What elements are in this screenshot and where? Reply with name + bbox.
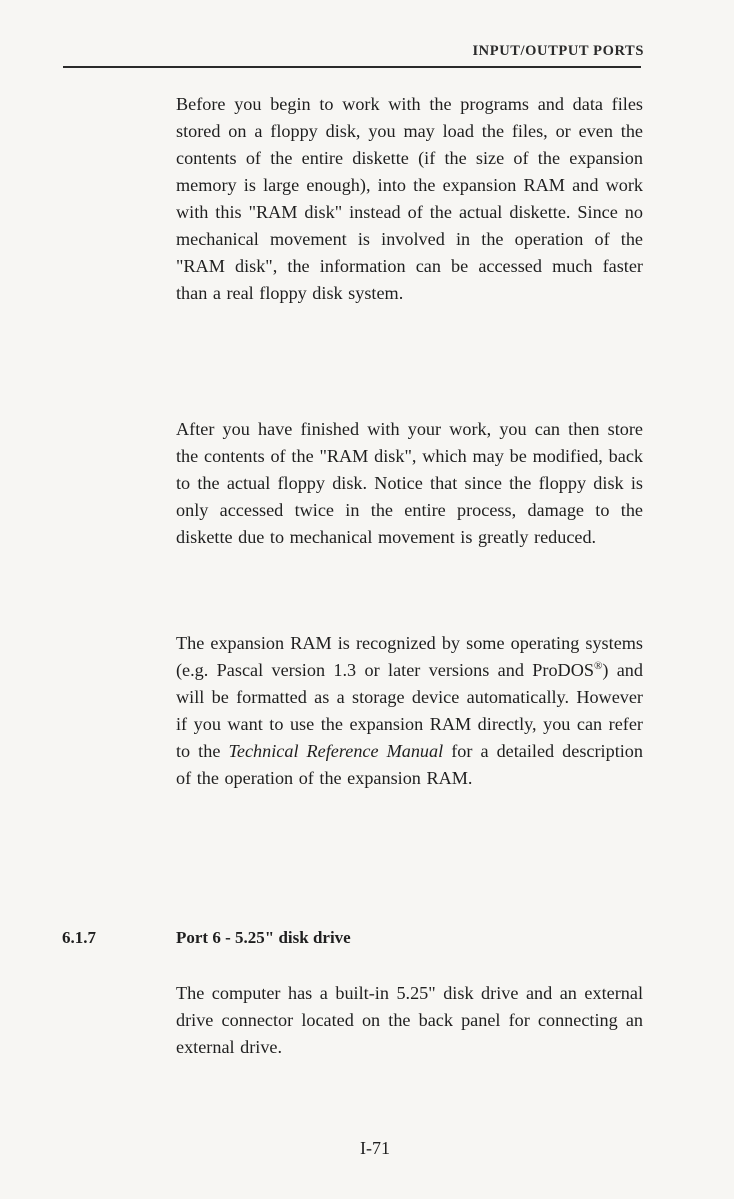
paragraph-store-back: After you have finished with your work, you can then store the contents of the "RAM disk", which may be modified, back to the actual floppy disk. Notice that since the floppy disk is only accessed twice in the entire process, damage to the diskette due to mechanical movement is greatly reduced. [176,419,643,547]
header-rule [63,66,641,68]
section-title: Port 6 - 5.25" disk drive [176,928,351,947]
running-head: INPUT/OUTPUT PORTS [472,43,644,59]
section-number: 6.1.7 [62,928,96,947]
p3-text-2: ) and will be formatted as a storage device automatically. However if you want to use the expansion RAM directly, you can refer to the [176,660,643,761]
page-number: I-71 [360,1138,390,1158]
registered-mark: ® [593,659,603,672]
paragraph-ram-disk-intro: Before you begin to work with the programs and data files stored on a floppy disk, you may load the files, or even the contents of the entire diskette (if the size of the expansion memory is large enough), into the expansion RAM and work with this "RAM disk" instead of the actual diskette. Since no mechanical movement is involved in the operation of the "RAM disk", the information can be accessed much faster than a real floppy disk system. [176,94,643,303]
p3-text-3: for a detailed description of the operation of the expansion RAM. [176,741,643,788]
paragraph-expansion-ram [176,630,643,792]
paragraph-port6-description: The computer has a built-in 5.25" disk drive and an external drive connector located on the back panel for connecting an external drive. [176,983,643,1057]
manual-title: Technical Reference Manual [228,741,444,761]
p3-text-1: The expansion RAM is recognized by some operating systems (e.g. Pascal version 1.3 or later versions and ProDOS [176,633,643,680]
